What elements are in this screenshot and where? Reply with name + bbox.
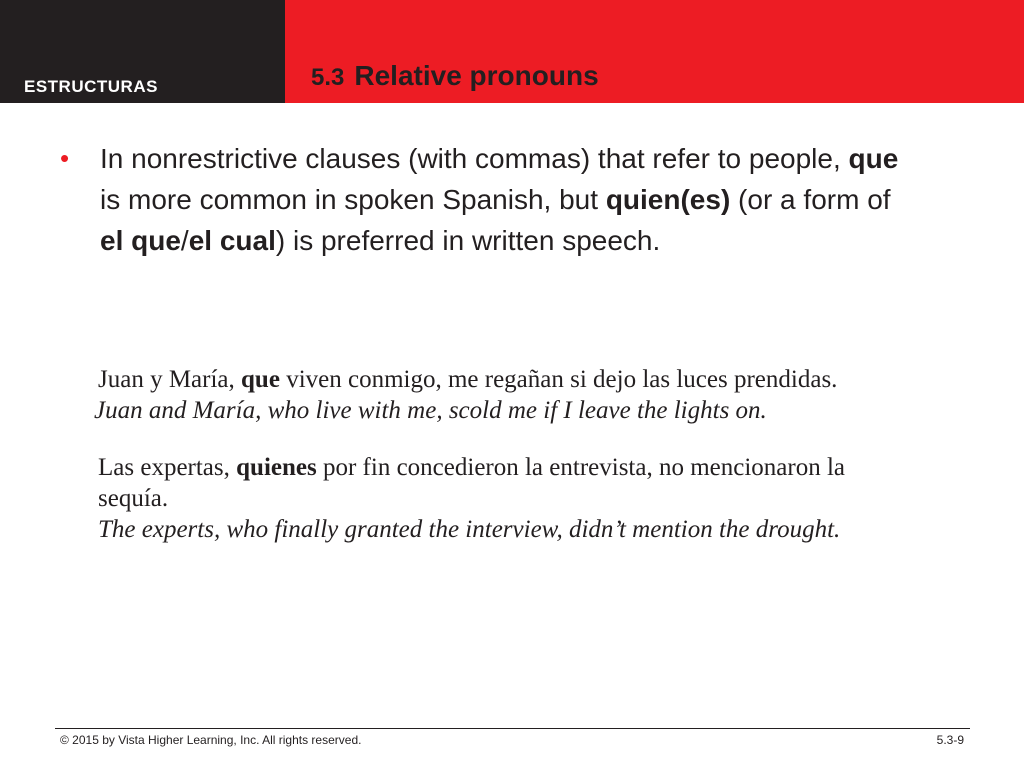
example-item [98, 452, 918, 545]
bullet-text [100, 138, 920, 261]
bullet-segment-bold: el que [100, 225, 181, 256]
bullet-segment-bold: que [848, 143, 899, 174]
header-title-panel [285, 0, 1024, 103]
example-english: The experts, who finally granted the interview, didn’t mention the drought. [98, 516, 841, 543]
title-text: Relative pronouns [354, 60, 599, 91]
bullet-segment: is more common in spoken Spanish, but [100, 184, 606, 215]
bullet-segment-bold: el cual [188, 225, 276, 256]
example-spanish [98, 452, 918, 514]
footer-divider [55, 728, 970, 729]
bullet-segment: ) is preferred in written speech. [275, 225, 661, 256]
copyright-notice: © 2015 by Vista Higher Learning, Inc. All rights reserved. [60, 733, 362, 747]
bullet-icon: • [60, 143, 70, 173]
section-label: ESTRUCTURAS [24, 77, 158, 96]
slide-title [311, 60, 599, 92]
example-spanish-text: por fin concedieron la entrevista, no mencionaron la sequía. [98, 454, 846, 512]
example-spanish [98, 364, 918, 395]
example-spanish-text: Las expertas, [98, 454, 237, 481]
header-section-panel [0, 0, 285, 103]
example-item [94, 364, 918, 426]
bullet-segment: / [180, 225, 189, 256]
bullet-segment: In nonrestrictive clauses (with commas) that refer to people, [100, 143, 849, 174]
example-english: Juan and María, who live with me, scold me if I leave the lights on. [94, 397, 767, 424]
title-number: 5.3 [311, 64, 345, 91]
bullet-point [60, 138, 920, 261]
examples [94, 364, 918, 571]
example-spanish-bold: quienes [236, 454, 317, 481]
bullet-segment-bold: quien(es) [605, 184, 731, 215]
example-spanish-bold: que [241, 366, 280, 393]
page-number: 5.3-9 [936, 733, 964, 747]
bullet-segment: (or a form of [730, 184, 891, 215]
header-bar [0, 0, 1024, 103]
example-spanish-text: Juan y María, [98, 366, 242, 393]
example-spanish-text: viven conmigo, me regañan si dejo las luces prendidas. [279, 366, 838, 393]
